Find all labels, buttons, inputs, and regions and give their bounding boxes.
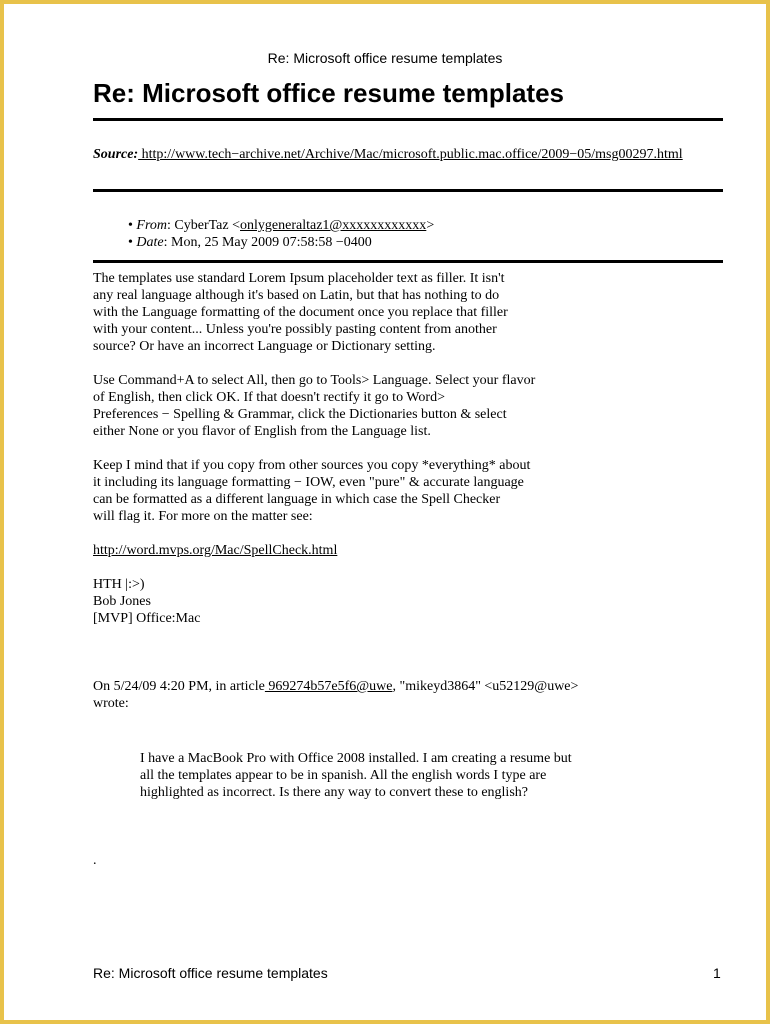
spellcheck-paragraph — [93, 542, 733, 559]
source-line — [93, 146, 683, 163]
reply-article-link[interactable]: 969274b57e5f6@uwe — [264, 679, 393, 694]
from-name: : CyberTaz < — [167, 218, 241, 233]
quote-line: I have a MacBook Pro with Office 2008 installed. I am creating a resume but — [140, 751, 572, 766]
source-link[interactable]: http://www.tech−archive.net/Archive/Mac/microsoft.public.mac.office/2009−05/msg00297.html — [138, 147, 683, 162]
signature-title: [MVP] Office:Mac — [93, 611, 201, 626]
date-label: Date — [136, 235, 164, 250]
paragraph-3 — [93, 457, 733, 525]
text-line: can be formatted as a different language in which case the Spell Checker — [93, 492, 501, 507]
text-line: it including its language formatting − IOW, even "pure" & accurate language — [93, 475, 524, 490]
reply-prefix: On 5/24/09 4:20 PM, in article — [93, 679, 265, 694]
text-line: source? Or have an incorrect Language or Dictionary setting. — [93, 339, 436, 354]
text-line: of English, then click OK. If that doesn't rectify it go to Word> — [93, 390, 445, 405]
trailing-dot: . — [93, 853, 97, 868]
running-header: Re: Microsoft office resume templates — [267, 50, 503, 66]
spellcheck-link[interactable]: http://word.mvps.org/Mac/SpellCheck.html — [93, 543, 338, 558]
text-line: with the Language formatting of the document once you replace that filler — [93, 305, 508, 320]
message-body — [93, 270, 733, 729]
paragraph-1 — [93, 270, 733, 355]
text-line: will flag it. For more on the matter see: — [93, 509, 313, 524]
message-meta — [128, 217, 434, 251]
from-close: > — [426, 218, 435, 233]
source-label: Source: — [93, 147, 139, 162]
date-value: : Mon, 25 May 2009 07:58:58 −0400 — [163, 235, 372, 250]
meta-from: • From: CyberTaz <onlygeneraltaz1@xxxxxxxxxxxx> — [128, 218, 435, 233]
text-line: The templates use standard Lorem Ipsum placeholder text as filler. It isn't — [93, 271, 505, 286]
footer-title: Re: Microsoft office resume templates — [93, 965, 328, 981]
reply-wrote: wrote: — [93, 696, 129, 711]
top-divider — [93, 118, 723, 121]
page-title: Re: Microsoft office resume templates — [93, 78, 565, 108]
reply-suffix: , "mikeyd3864" <u52129@uwe> — [392, 679, 579, 694]
page-number: 1 — [713, 965, 721, 981]
text-line: with your content... Unless you're possibly pasting content from another — [93, 322, 497, 337]
paragraph-2 — [93, 372, 733, 440]
quoted-message — [140, 750, 740, 801]
reply-attribution — [93, 678, 733, 712]
quote-line: all the templates appear to be in spanish. All the english words I type are — [140, 768, 547, 783]
meta-divider — [93, 260, 723, 263]
text-line: Keep I mind that if you copy from other sources you copy *everything* about — [93, 458, 531, 473]
text-line: Use Command+A to select All, then go to Tools> Language. Select your flavor — [93, 373, 536, 388]
from-label: From — [136, 218, 167, 233]
text-line: any real language although it's based on Latin, but that has nothing to do — [93, 288, 500, 303]
meta-date: • Date: Mon, 25 May 2009 07:58:58 −0400 — [128, 235, 372, 250]
text-line: either None or you flavor of English from the Language list. — [93, 424, 431, 439]
signature — [93, 576, 733, 627]
from-email-link[interactable]: onlygeneraltaz1@xxxxxxxxxxxx — [240, 218, 427, 233]
source-divider — [93, 189, 723, 192]
quote-line: highlighted as incorrect. Is there any way to convert these to english? — [140, 785, 528, 800]
signature-line: HTH |:>) — [93, 577, 145, 592]
signature-name: Bob Jones — [93, 594, 151, 609]
text-line: Preferences − Spelling & Grammar, click the Dictionaries button & select — [93, 407, 507, 422]
